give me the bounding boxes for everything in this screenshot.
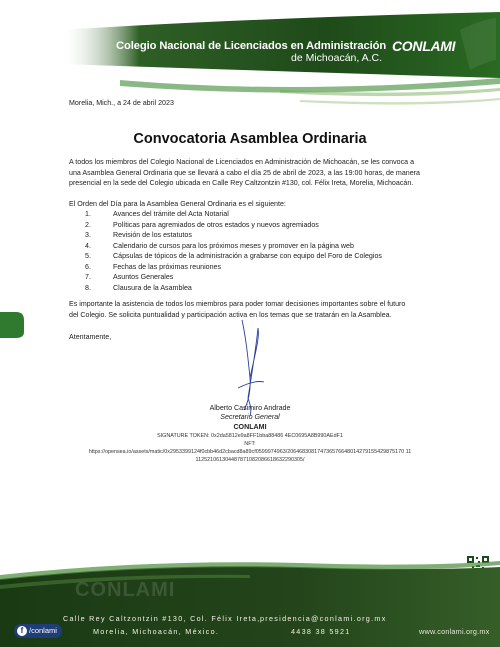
agenda-item-number: 5. — [85, 252, 91, 260]
intro-line: A todos los miembros del Colegio Nacional de Licenciados en Administración de Michoacán, se les convoca a — [69, 158, 415, 166]
footer-address-line2: Morelia, Michoacán, México. — [93, 627, 220, 636]
letter-title: Convocatoria Asamblea Ordinaria — [133, 131, 367, 147]
agenda-item — [85, 241, 354, 252]
agenda-item — [85, 209, 229, 220]
agenda-item-text: Clausura de la Asamblea — [113, 283, 192, 292]
footer-phone: 4438 38 5921 — [291, 627, 351, 636]
intro-paragraph — [69, 157, 439, 189]
footer-email[interactable]: presidencia@conlami.org.mx — [260, 614, 387, 623]
agenda-item-text: Avances del trámite del Acta Notarial — [113, 210, 229, 218]
agenda-item — [85, 230, 192, 241]
org-name: Colegio Nacional de Licenciados en Administración — [116, 40, 387, 52]
intro-line: presencial en la sede del Colegio ubicada en Calle Rey Caltzontzin #130, col. Félix Ireta, Morelia, Michoacán. — [69, 179, 414, 188]
closing-line: del Colegio. Se solicita puntualidad y participación activa en los temas que se tratarán en la Asamblea. — [69, 310, 392, 319]
agenda-item-text: Fechas de las próximas reuniones — [113, 262, 222, 271]
org-state: de Michoacán, A.C. — [291, 52, 383, 64]
agenda-item-number: 2. — [85, 220, 91, 229]
agenda-item-text: Revisión de los estatutos — [113, 231, 192, 239]
footer-address-line1: Calle Rey Caltzontzin #130, Col. Félix Ireta, — [63, 614, 261, 623]
facebook-icon: f — [17, 626, 27, 636]
agenda-item-number: 8. — [85, 283, 91, 292]
agenda-item-number: 7. — [85, 273, 91, 281]
nft-label: NFT: — [244, 441, 256, 447]
agenda-item-number: 4. — [85, 241, 91, 250]
agenda-item-text: Asuntos Generales — [113, 273, 174, 281]
footer-website[interactable]: www.conlami.org.mx — [419, 627, 490, 636]
letter-date: Morelia, Mich., a 24 de abril 2023 — [69, 99, 174, 107]
agenda-item-number: 1. — [85, 210, 91, 218]
signer-org: CONLAMI — [233, 423, 267, 431]
social-handle: /conlami — [29, 626, 57, 635]
side-tab-decoration — [0, 310, 24, 340]
nft-url[interactable]: https://opensea.io/assets/matic/0x2953399124f0cbb46d2cbacd8a89cf0599974963/206468308174736576648014279155429875170 11 — [88, 449, 412, 455]
agenda-item — [85, 262, 221, 273]
agenda-intro: El Orden del Día para la Asamblea General Ordinaria es el siguiente: — [69, 200, 286, 208]
intro-line: una Asamblea General Ordinaria que se llevará a cabo el día 25 de abril de 2023, a las 19:00 horas, de manera — [69, 168, 420, 177]
agenda-item — [85, 220, 319, 231]
signature-token: SIGNATURE TOKEN: 0x2da5812e9a8FF1bba88486 4EC0695A8B990AEdF1 — [157, 433, 343, 439]
handwritten-signature — [220, 318, 280, 418]
signer-role: Secretario General — [220, 413, 280, 421]
agenda-item-text: Políticas para agremiados de otros estados y nuevos agremiados — [113, 220, 319, 229]
closing-line: Es importante la asistencia de todos los miembros para poder tomar decisiones importantes sobre el futuro — [69, 300, 406, 308]
header-banner — [0, 0, 500, 108]
facebook-link[interactable] — [14, 624, 62, 638]
greeting: Atentamente, — [69, 333, 112, 341]
closing-paragraph — [69, 299, 439, 320]
agenda-item-text: Cápsulas de tópicos de la administración a grabarse con equipo del Foro de Colegios — [113, 252, 382, 260]
agenda-item-number: 6. — [85, 262, 91, 271]
signer-name: Alberto Casimiro Andrade — [209, 404, 291, 412]
nft-url-continuation[interactable]: 112521061304487871082086618632290305/ — [195, 457, 305, 463]
agenda-item — [85, 251, 382, 262]
conlami-logo: CONLAMI — [392, 38, 456, 54]
agenda-item — [85, 283, 192, 294]
agenda-item-number: 3. — [85, 231, 91, 239]
agenda-item — [85, 272, 173, 283]
footer-brand-watermark: CONLAMI — [75, 579, 176, 601]
agenda-item-text: Calendario de cursos para los próximos meses y promover en la página web — [113, 241, 354, 250]
